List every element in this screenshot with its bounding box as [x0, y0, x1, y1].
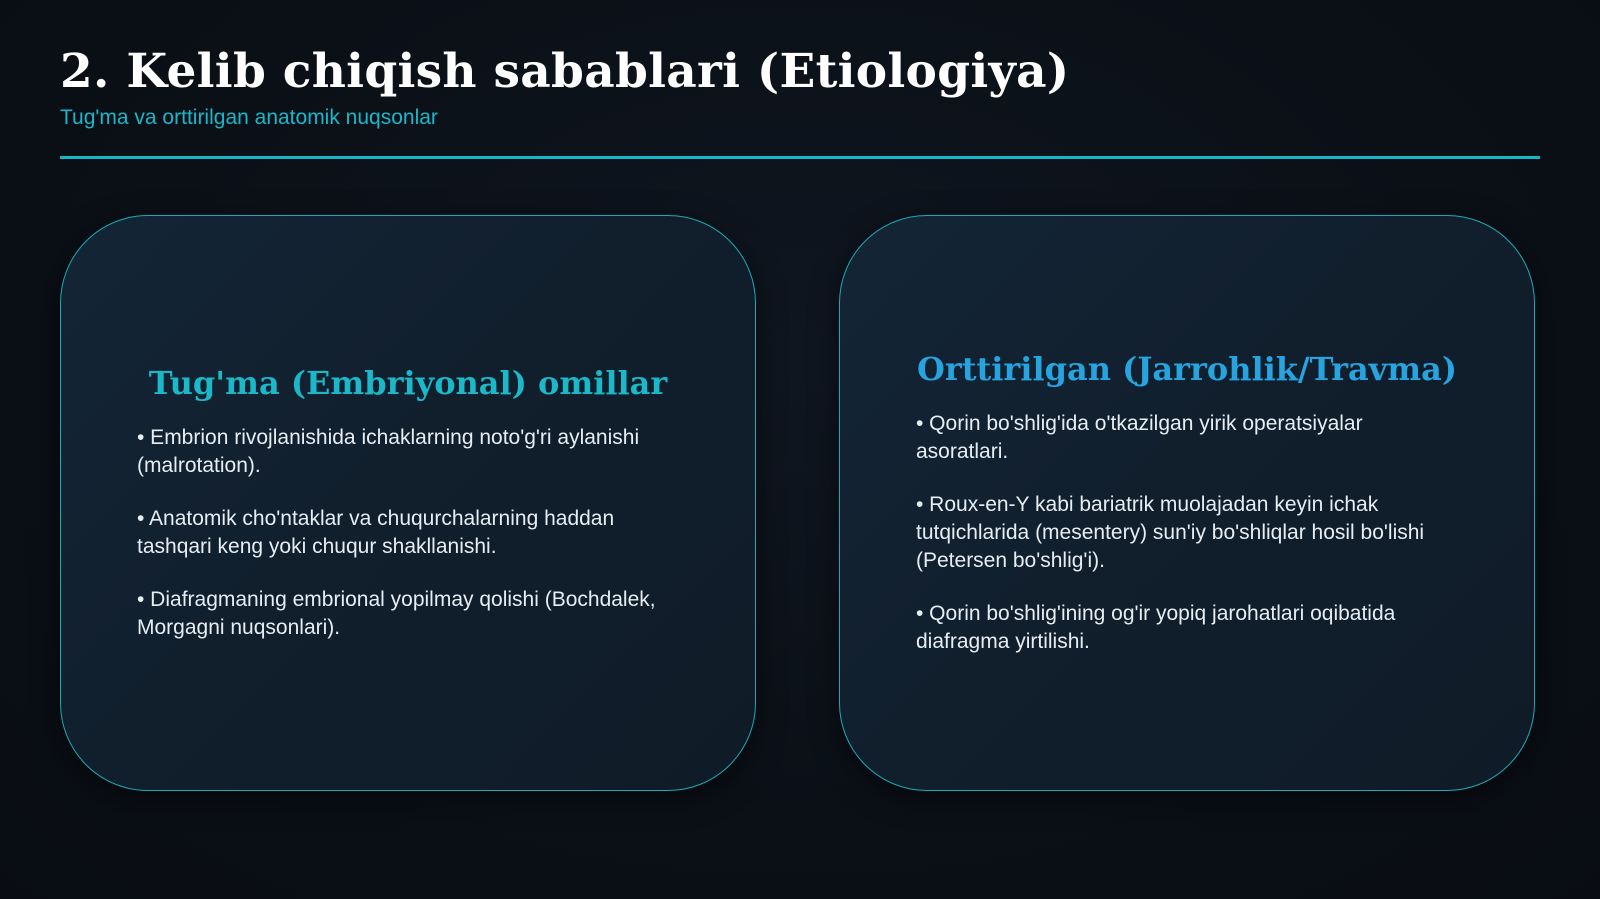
list-item: • Roux-en-Y kabi bariatrik muolajadan keyin ichak tutqichlarida (mesentery) sun'iy bo'shliqlar hosil bo'lishi (Petersen bo'shlig'i). — [916, 493, 1425, 572]
congenital-factors-card — [60, 215, 756, 791]
list-item: • Embrion rivojlanishida ichaklarning noto'g'ri aylanishi (malrotation). — [137, 426, 640, 477]
card-heading: Tug'ma (Embriyonal) omillar — [148, 364, 668, 402]
page-subtitle: Tug'ma va orttirilgan anatomik nuqsonlar — [60, 106, 438, 129]
header-divider — [60, 156, 1540, 159]
list-item: • Anatomik cho'ntaklar va chuqurchalarning haddan tashqari keng yoki chuqur shakllanishi. — [137, 507, 615, 558]
card-heading: Orttirilgan (Jarrohlik/Travma) — [916, 350, 1458, 388]
page-title: 2. Kelib chiqish sabablari (Etiologiya) — [60, 44, 1070, 99]
bullet-list — [916, 410, 1458, 656]
list-item: • Qorin bo'shlig'ining og'ir yopiq jarohatlari oqibatida diafragma yirtilishi. — [916, 602, 1396, 653]
acquired-factors-card — [839, 215, 1535, 791]
bullet-list — [137, 424, 679, 642]
list-item: • Diafragmaning embrional yopilmay qolishi (Bochdalek, Morgagni nuqsonlari). — [137, 588, 656, 639]
list-item: • Qorin bo'shlig'ida o'tkazilgan yirik operatsiyalar asoratlari. — [916, 412, 1363, 463]
